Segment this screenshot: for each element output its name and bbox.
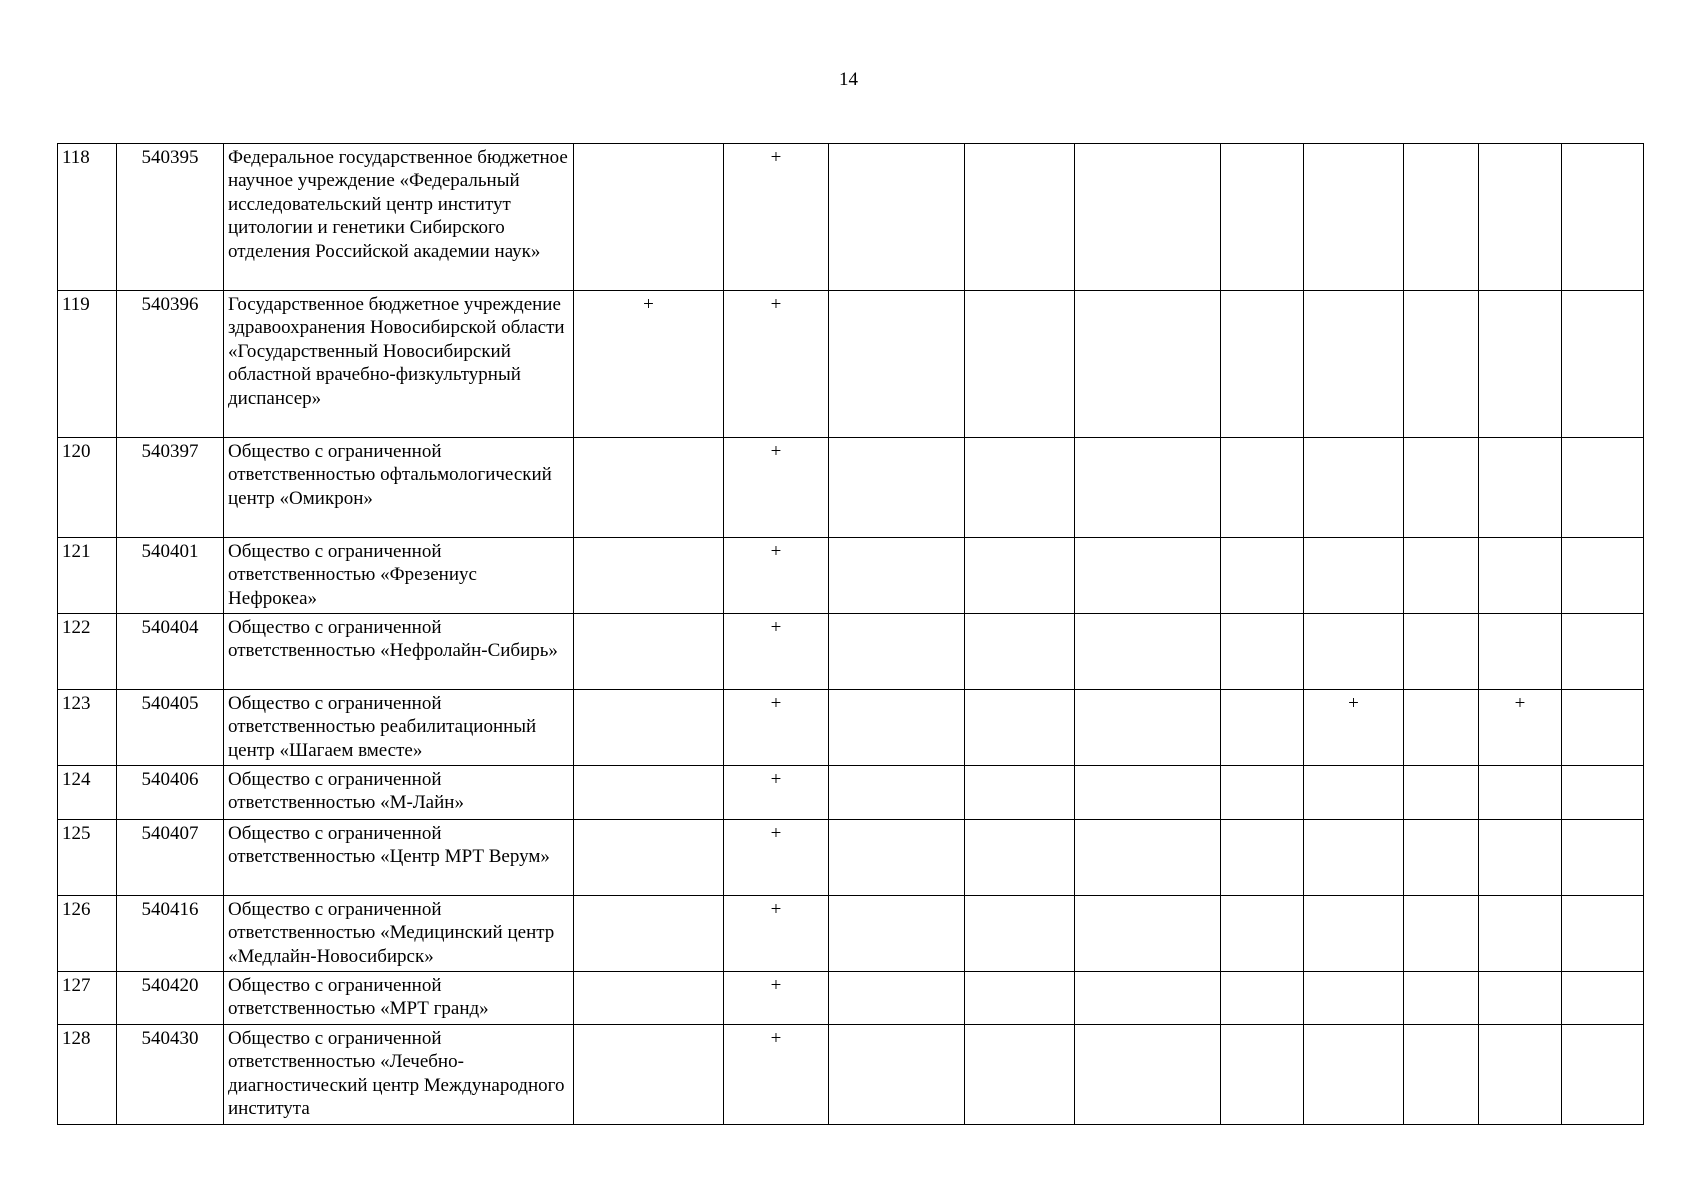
mark-cell-6 [1221, 291, 1304, 438]
mark-cell-2: + [724, 614, 829, 690]
registry-code: 540395 [117, 144, 224, 291]
mark-cell-10 [1562, 614, 1644, 690]
mark-cell-9 [1479, 766, 1562, 820]
organization-name: Общество с ограниченной ответственностью «Нефролайн-Сибирь» [224, 614, 574, 690]
mark-cell-6 [1221, 614, 1304, 690]
registry-code: 540430 [117, 1025, 224, 1125]
table-row [58, 438, 1644, 538]
mark-cell-3 [829, 766, 965, 820]
table-row [58, 972, 1644, 1025]
mark-cell-2: + [724, 538, 829, 614]
mark-cell-6 [1221, 766, 1304, 820]
mark-cell-2: + [724, 690, 829, 766]
row-number: 125 [58, 820, 117, 896]
mark-cell-9 [1479, 438, 1562, 538]
mark-cell-4 [965, 896, 1075, 972]
mark-cell-8 [1404, 820, 1479, 896]
mark-cell-5 [1075, 1025, 1221, 1125]
table-row [58, 291, 1644, 438]
mark-cell-5 [1075, 766, 1221, 820]
mark-cell-9: + [1479, 690, 1562, 766]
row-number: 124 [58, 766, 117, 820]
mark-cell-10 [1562, 972, 1644, 1025]
row-number: 122 [58, 614, 117, 690]
mark-cell-1 [574, 766, 724, 820]
mark-cell-5 [1075, 291, 1221, 438]
mark-cell-7 [1304, 766, 1404, 820]
table-row [58, 538, 1644, 614]
mark-cell-7 [1304, 538, 1404, 614]
mark-cell-8 [1404, 538, 1479, 614]
row-number: 128 [58, 1025, 117, 1125]
mark-cell-1 [574, 690, 724, 766]
mark-cell-2: + [724, 144, 829, 291]
mark-cell-4 [965, 614, 1075, 690]
table-row [58, 820, 1644, 896]
registry-code: 540420 [117, 972, 224, 1025]
mark-cell-2: + [724, 972, 829, 1025]
mark-cell-6 [1221, 820, 1304, 896]
mark-cell-9 [1479, 896, 1562, 972]
mark-cell-6 [1221, 896, 1304, 972]
mark-cell-2: + [724, 820, 829, 896]
mark-cell-4 [965, 144, 1075, 291]
mark-cell-4 [965, 972, 1075, 1025]
mark-cell-10 [1562, 820, 1644, 896]
mark-cell-7 [1304, 291, 1404, 438]
mark-cell-8 [1404, 766, 1479, 820]
row-number: 120 [58, 438, 117, 538]
mark-cell-8 [1404, 896, 1479, 972]
mark-cell-4 [965, 766, 1075, 820]
registry-code: 540396 [117, 291, 224, 438]
mark-cell-8 [1404, 144, 1479, 291]
registry-code: 540416 [117, 896, 224, 972]
mark-cell-7 [1304, 972, 1404, 1025]
row-number: 121 [58, 538, 117, 614]
mark-cell-5 [1075, 690, 1221, 766]
mark-cell-3 [829, 538, 965, 614]
mark-cell-7 [1304, 896, 1404, 972]
mark-cell-4 [965, 538, 1075, 614]
mark-cell-10 [1562, 690, 1644, 766]
mark-cell-10 [1562, 766, 1644, 820]
mark-cell-4 [965, 820, 1075, 896]
mark-cell-6 [1221, 972, 1304, 1025]
organization-name: Общество с ограниченной ответственностью офтальмологический центр «Омикрон» [224, 438, 574, 538]
mark-cell-8 [1404, 438, 1479, 538]
mark-cell-9 [1479, 144, 1562, 291]
mark-cell-4 [965, 438, 1075, 538]
mark-cell-9 [1479, 291, 1562, 438]
mark-cell-8 [1404, 690, 1479, 766]
mark-cell-7 [1304, 144, 1404, 291]
mark-cell-3 [829, 291, 965, 438]
registry-code: 540405 [117, 690, 224, 766]
mark-cell-7 [1304, 1025, 1404, 1125]
mark-cell-9 [1479, 614, 1562, 690]
mark-cell-5 [1075, 896, 1221, 972]
mark-cell-8 [1404, 1025, 1479, 1125]
row-number: 127 [58, 972, 117, 1025]
mark-cell-4 [965, 1025, 1075, 1125]
table-row [58, 896, 1644, 972]
mark-cell-3 [829, 1025, 965, 1125]
organization-name: Федеральное государственное бюджетное научное учреждение «Федеральный исследовательский центр институт цитологии и генетики Сибирского отделения Российской академии наук» [224, 144, 574, 291]
mark-cell-8 [1404, 291, 1479, 438]
organization-name: Общество с ограниченной ответственностью «Лечебно-диагностический центр Международного института [224, 1025, 574, 1125]
row-number: 126 [58, 896, 117, 972]
organization-name: Общество с ограниченной ответственностью реабилитационный центр «Шагаем вместе» [224, 690, 574, 766]
mark-cell-7 [1304, 614, 1404, 690]
mark-cell-5 [1075, 438, 1221, 538]
table-body [58, 144, 1644, 1125]
mark-cell-10 [1562, 291, 1644, 438]
mark-cell-9 [1479, 820, 1562, 896]
mark-cell-9 [1479, 538, 1562, 614]
mark-cell-9 [1479, 972, 1562, 1025]
mark-cell-4 [965, 291, 1075, 438]
mark-cell-4 [965, 690, 1075, 766]
organizations-table [57, 143, 1644, 1125]
mark-cell-1 [574, 896, 724, 972]
mark-cell-3 [829, 144, 965, 291]
table-row [58, 690, 1644, 766]
mark-cell-3 [829, 438, 965, 538]
mark-cell-3 [829, 896, 965, 972]
mark-cell-6 [1221, 690, 1304, 766]
mark-cell-1 [574, 614, 724, 690]
mark-cell-7: + [1304, 690, 1404, 766]
row-number: 119 [58, 291, 117, 438]
organization-name: Общество с ограниченной ответственностью «Фрезениус Нефрокеа» [224, 538, 574, 614]
registry-code: 540406 [117, 766, 224, 820]
mark-cell-3 [829, 690, 965, 766]
mark-cell-7 [1304, 820, 1404, 896]
organization-name: Государственное бюджетное учреждение здравоохранения Новосибирской области «Государственный Новосибирский областной врачебно-физкультурный диспансер» [224, 291, 574, 438]
mark-cell-1 [574, 144, 724, 291]
mark-cell-6 [1221, 438, 1304, 538]
mark-cell-6 [1221, 538, 1304, 614]
page-number: 14 [839, 69, 858, 90]
mark-cell-1 [574, 1025, 724, 1125]
mark-cell-7 [1304, 438, 1404, 538]
mark-cell-1: + [574, 291, 724, 438]
mark-cell-2: + [724, 1025, 829, 1125]
organization-name: Общество с ограниченной ответственностью «Центр МРТ Верум» [224, 820, 574, 896]
table-row [58, 144, 1644, 291]
mark-cell-5 [1075, 972, 1221, 1025]
mark-cell-10 [1562, 538, 1644, 614]
table-row [58, 1025, 1644, 1125]
table-row [58, 614, 1644, 690]
registry-code: 540404 [117, 614, 224, 690]
registry-code: 540401 [117, 538, 224, 614]
registry-code: 540407 [117, 820, 224, 896]
mark-cell-3 [829, 972, 965, 1025]
mark-cell-5 [1075, 538, 1221, 614]
organization-name: Общество с ограниченной ответственностью «М-Лайн» [224, 766, 574, 820]
mark-cell-3 [829, 614, 965, 690]
mark-cell-9 [1479, 1025, 1562, 1125]
mark-cell-6 [1221, 1025, 1304, 1125]
mark-cell-5 [1075, 614, 1221, 690]
mark-cell-1 [574, 538, 724, 614]
mark-cell-8 [1404, 972, 1479, 1025]
row-number: 123 [58, 690, 117, 766]
mark-cell-2: + [724, 766, 829, 820]
row-number: 118 [58, 144, 117, 291]
organization-name: Общество с ограниченной ответственностью «Медицинский центр «Медлайн-Новосибирск» [224, 896, 574, 972]
mark-cell-10 [1562, 896, 1644, 972]
mark-cell-6 [1221, 144, 1304, 291]
mark-cell-3 [829, 820, 965, 896]
table-row [58, 766, 1644, 820]
mark-cell-1 [574, 820, 724, 896]
registry-code: 540397 [117, 438, 224, 538]
mark-cell-5 [1075, 820, 1221, 896]
mark-cell-2: + [724, 291, 829, 438]
mark-cell-10 [1562, 1025, 1644, 1125]
mark-cell-8 [1404, 614, 1479, 690]
mark-cell-2: + [724, 896, 829, 972]
mark-cell-1 [574, 438, 724, 538]
organization-name: Общество с ограниченной ответственностью «МРТ гранд» [224, 972, 574, 1025]
mark-cell-5 [1075, 144, 1221, 291]
mark-cell-1 [574, 972, 724, 1025]
mark-cell-10 [1562, 144, 1644, 291]
mark-cell-10 [1562, 438, 1644, 538]
mark-cell-2: + [724, 438, 829, 538]
